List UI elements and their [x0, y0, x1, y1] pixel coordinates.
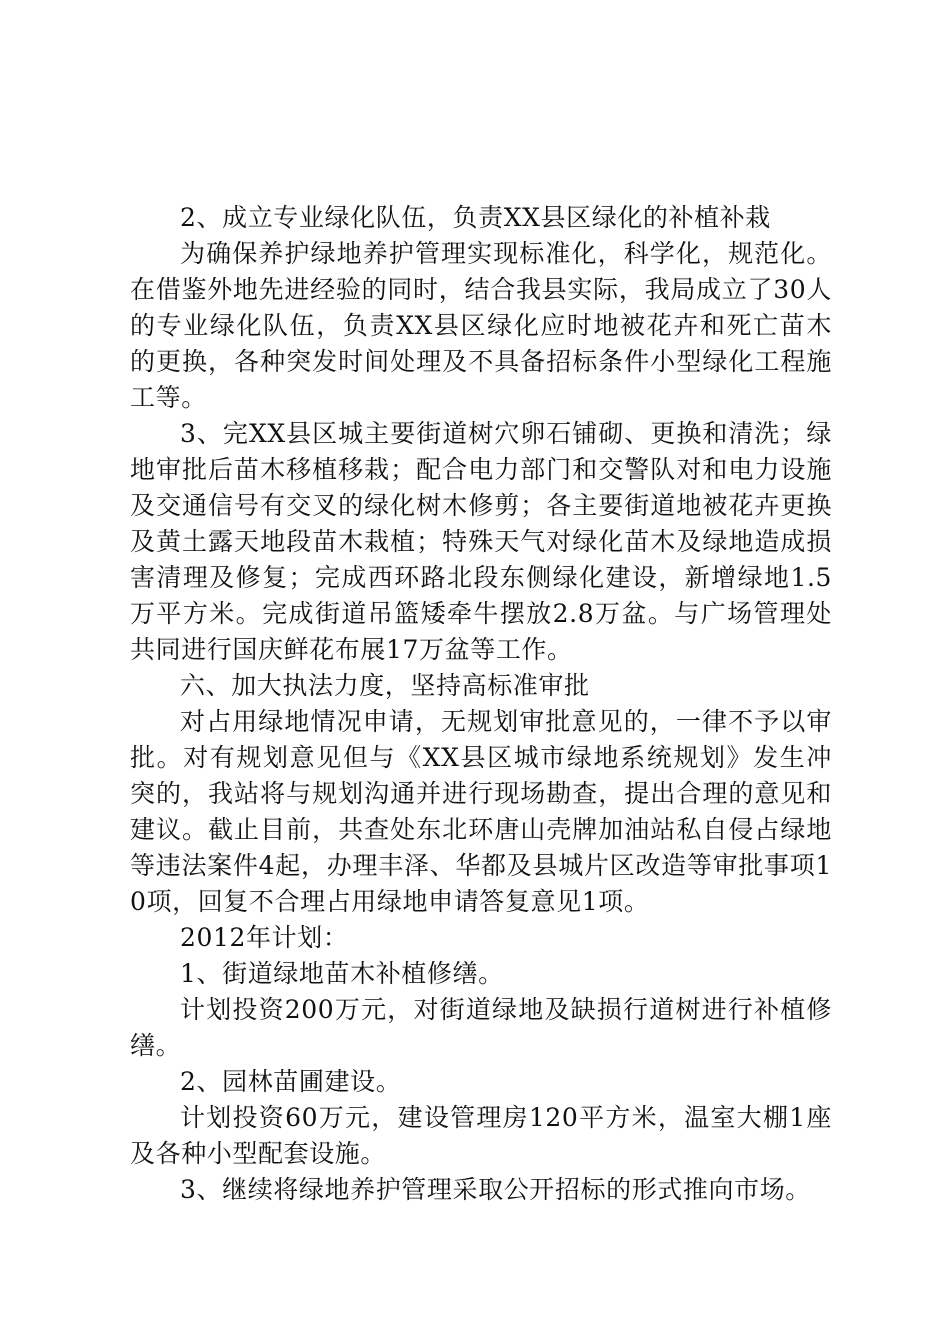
paragraph-law-enforcement: 对占用绿地情况申请，无规划审批意见的，一律不予以审批。对有规划意见但与《XX县区城市绿地系统规划》发生冲突的，我站将与规划沟通并进行现场勘查，提出合理的意见和建议。截止目前，共查处东北环唐山壳牌加油站私自侵占绿地等违法案件4起，办理丰泽、华都及县城片区改造等审批事项10项，回复不合理占用绿地申请答复意见1项。 — [130, 707, 832, 916]
paragraph-green-team: 为确保养护绿地养护管理实现标准化，科学化，规范化。在借鉴外地先进经验的同时，结合我县实际，我局成立了30人的专业绿化队伍，负责XX县区绿化应时地被花卉和死亡苗木的更换，各种突发时间处理及不具备招标条件小型绿化工程施工等。 — [130, 239, 832, 412]
plan-item-3-title: 3、继续将绿地养护管理采取公开招标的形式推向市场。 — [180, 1175, 811, 1204]
paragraph-street-works: 3、完XX县区城主要街道树穴卵石铺砌、更换和清洗；绿地审批后苗木移植移栽；配合电力部门和交警队对和电力设施及交通信号有交叉的绿化树木修剪；各主要街道地被花卉更换及黄土露天地段苗木栽植；特殊天气对绿化苗木及绿地造成损害清理及修复；完成西环路北段东侧绿化建设，新增绿地1.5万平方米。完成街道吊篮矮牵牛摆放2.8万盆。与广场管理处共同进行国庆鲜花布展17万盆等工作。 — [130, 419, 832, 664]
plan-item-1-title: 1、街道绿地苗木补植修缮。 — [180, 959, 504, 988]
plan-item-2-title: 2、园林苗圃建设。 — [180, 1067, 402, 1096]
heading-green-team: 2、成立专业绿化队伍，负责XX县区绿化的补植补栽 — [180, 203, 771, 232]
document-body — [130, 200, 832, 1208]
plan-item-2-body: 计划投资60万元，建设管理房120平方米，温室大棚1座及各种小型配套设施。 — [130, 1103, 832, 1168]
plan-item-1-body: 计划投资200万元，对街道绿地及缺损行道树进行补植修缮。 — [130, 995, 832, 1060]
heading-law-enforcement: 六、加大执法力度，坚持高标准审批 — [180, 671, 590, 700]
heading-plan-2012: 2012年计划： — [180, 923, 349, 952]
